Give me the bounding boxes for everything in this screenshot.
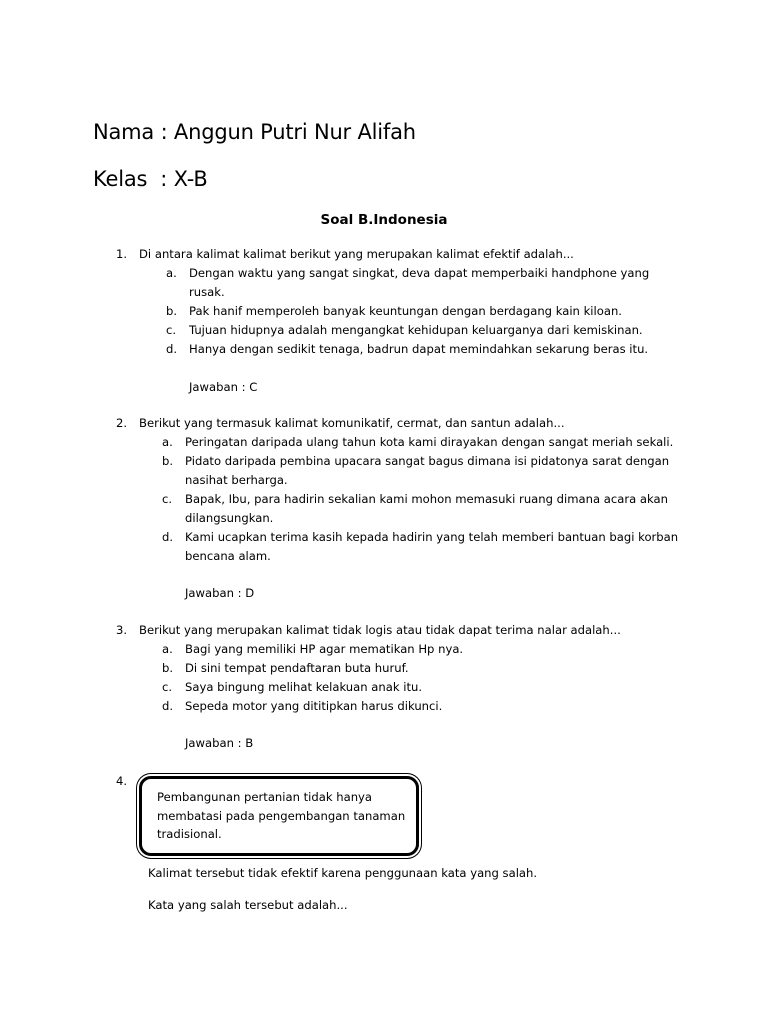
option-text: Bapak, Ibu, para hadirin sekalian kami mohon memasuki ruang dimana acara akan xyxy=(185,492,668,506)
question-text: Berikut yang termasuk kalimat komunikatif, cermat, dan santun adalah... xyxy=(139,416,565,430)
option-text: Sepeda motor yang dititipkan harus dikunci. xyxy=(185,699,443,713)
quoted-sentence-line: Pembangunan pertanian tidak hanya xyxy=(157,790,373,804)
question-prompt: Kata yang salah tersebut adalah... xyxy=(148,898,348,912)
question-number: 3. xyxy=(116,623,128,637)
quoted-sentence xyxy=(157,788,407,844)
question-text: Berikut yang merupakan kalimat tidak logis atau tidak dapat terima nalar adalah... xyxy=(139,623,621,637)
option-text: Bagi yang memiliki HP agar mematikan Hp nya. xyxy=(185,642,464,656)
student-class: Kelas : X-B xyxy=(93,167,208,191)
option-letter: d. xyxy=(162,530,174,544)
option-text: rusak. xyxy=(189,285,225,299)
quoted-sentence-line: membatasi pada pengembangan tanaman xyxy=(157,808,406,823)
option-letter: b. xyxy=(162,661,174,675)
option-letter: a. xyxy=(166,266,177,280)
option-letter: a. xyxy=(162,642,173,656)
question-number: 4. xyxy=(116,774,128,788)
option-text: Dengan waktu yang sangat singkat, deva dapat memperbaiki handphone yang xyxy=(189,266,650,280)
option-letter: b. xyxy=(162,454,174,468)
question-number: 1. xyxy=(116,247,128,261)
option-text: Saya bingung melihat kelakuan anak itu. xyxy=(185,680,423,694)
option-text: Peringatan daripada ulang tahun kota kami dirayakan dengan sangat meriah sekali. xyxy=(185,435,674,449)
question-number: 2. xyxy=(116,416,128,430)
question-statement: Kalimat tersebut tidak efektif karena penggunaan kata yang salah. xyxy=(148,866,538,880)
student-name: Nama : Anggun Putri Nur Alifah xyxy=(93,120,416,144)
option-letter: c. xyxy=(162,492,173,506)
option-text: dilangsungkan. xyxy=(185,511,274,525)
option-letter: b. xyxy=(166,304,178,318)
answer-text: Jawaban : C xyxy=(189,380,258,394)
quoted-sentence-line: tradisional. xyxy=(157,827,222,841)
option-letter: a. xyxy=(162,435,173,449)
answer-text: Jawaban : D xyxy=(185,586,255,600)
option-letter: d. xyxy=(162,699,174,713)
question-text: Di antara kalimat kalimat berikut yang merupakan kalimat efektif adalah... xyxy=(139,247,574,261)
option-text: Pak hanif memperoleh banyak keuntungan dengan berdagang kain kiloan. xyxy=(189,304,622,318)
option-letter: d. xyxy=(166,342,178,356)
option-text: Pidato daripada pembina upacara sangat bagus dimana isi pidatonya sarat dengan xyxy=(185,454,670,468)
option-text: Kami ucapkan terima kasih kepada hadirin yang telah memberi bantuan bagi korban xyxy=(185,530,679,544)
answer-text: Jawaban : B xyxy=(185,736,254,750)
option-text: Di sini tempat pendaftaran buta huruf. xyxy=(185,661,409,675)
document-title: Soal B.Indonesia xyxy=(320,212,448,228)
option-letter: c. xyxy=(166,323,177,337)
option-letter: c. xyxy=(162,680,173,694)
option-text: nasihat berharga. xyxy=(185,473,288,487)
option-text: Tujuan hidupnya adalah mengangkat kehidupan keluarganya dari kemiskinan. xyxy=(189,323,643,337)
option-text: bencana alam. xyxy=(185,549,271,563)
option-text: Hanya dengan sedikit tenaga, badrun dapat memindahkan sekarung beras itu. xyxy=(189,342,649,356)
